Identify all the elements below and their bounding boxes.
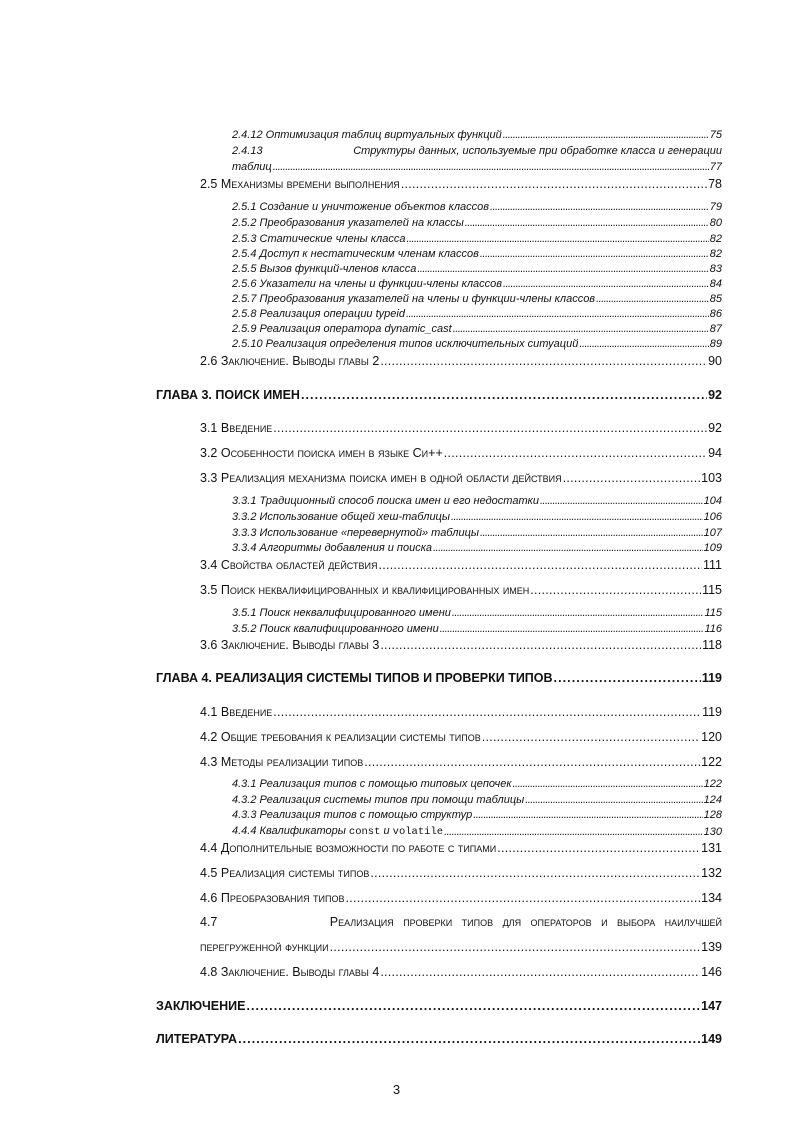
toc-entry-2-5-2: [232, 218, 722, 229]
toc-entry-3-3-2: [232, 512, 722, 523]
toc-entry-page: 115: [704, 607, 722, 619]
toc-entry-2-4-13: [232, 162, 722, 173]
toc-entry-page: 89: [709, 338, 722, 350]
toc-entry-page: 77: [709, 161, 722, 173]
toc-entry-page: 132: [701, 866, 722, 880]
toc-chapter-3: [156, 389, 722, 402]
toc-entry-title: 4.3.3 Реализация типов с помощью структур: [232, 809, 473, 821]
dot-leader: [330, 941, 701, 954]
dot-leader: [525, 795, 702, 806]
toc-entry-title: 2.4.12 Оптимизация таблиц виртуальных функций: [232, 129, 502, 141]
toc-entry-4-1: [200, 706, 722, 719]
toc-entry-page: 92: [708, 388, 722, 402]
toc-entry-2-5-8: [232, 309, 722, 320]
toc-entry-title: 4.2 Общие требования к реализации системы типов: [200, 730, 481, 744]
toc-entry-title: 3.3.4 Алгоритмы добавления и поиска: [232, 542, 433, 554]
toc-entry-page: 134: [701, 891, 722, 905]
dot-leader: [301, 389, 707, 402]
toc-entry-3-3-1: [232, 496, 722, 507]
dot-leader: [273, 422, 707, 435]
toc-entry-title: 2.5.4 Доступ к нестатическим членам классов: [232, 248, 479, 260]
toc-entry-4-7: [200, 941, 722, 954]
toc-entry-4-4: [200, 842, 722, 855]
toc-entry-page: 82: [709, 233, 722, 245]
dot-leader: [540, 496, 703, 507]
dot-leader: [238, 1033, 700, 1046]
toc-entry-page: 119: [701, 671, 722, 685]
toc-entry-title: 3.3.2 Использование общей хеш-таблицы: [232, 511, 450, 523]
toc-entry-page: 80: [709, 217, 722, 229]
toc-entry-title: 3.5 Поиск неквалифицированных и квалифицированных имен: [200, 583, 530, 597]
toc-entry-4-3-2: [232, 795, 722, 806]
toc-entry-page: 124: [703, 794, 722, 806]
dot-leader: [465, 218, 709, 229]
toc-entry-page: 82: [709, 248, 722, 260]
dot-leader: [417, 264, 708, 275]
dot-leader: [480, 249, 709, 260]
toc-entry-page: 79: [709, 201, 722, 213]
dot-leader: [364, 756, 700, 769]
toc-entry-4-3: [200, 756, 722, 769]
toc-entry-3-2: [200, 447, 722, 460]
toc-entry-title: 2.5.10 Реализация определения типов исключительных ситуаций: [232, 338, 579, 350]
toc-entry-2-5-10: [232, 339, 722, 350]
toc-entry-page: 116: [704, 623, 722, 635]
toc-entry-title: 2.5.1 Создание и уничтожение объектов классов: [232, 201, 490, 213]
toc-entry-page: 83: [709, 263, 722, 275]
dot-leader: [452, 608, 704, 619]
toc-entry-page: 75: [709, 129, 722, 141]
toc-entry-page: 149: [701, 1032, 722, 1046]
toc-entry-title: 3.5.1 Поиск неквалифицированного имени: [232, 607, 451, 619]
toc-entry-page: 94: [708, 446, 722, 460]
toc-literature: [156, 1033, 722, 1046]
dot-leader: [453, 324, 709, 335]
dot-leader: [433, 543, 703, 554]
toc-entry-3-3-4: [232, 543, 722, 554]
dot-leader: [444, 447, 707, 460]
toc-entry-4-2: [200, 731, 722, 744]
toc-entry-page: 130: [703, 825, 722, 838]
toc-entry-title: 4.4 Дополнительные возможности по работе с типами: [200, 841, 497, 855]
toc-entry-4-8: [200, 966, 722, 979]
toc-entry-title: 3.3 Реализация механизма поиска имен в одной области действия: [200, 471, 562, 485]
toc-entry-page: 139: [701, 940, 722, 954]
dot-leader: [490, 202, 709, 213]
toc-entry-title: 3.6 Заключение. Выводы главы 3: [200, 638, 380, 652]
toc-entry-page: 147: [701, 999, 722, 1013]
toc-entry-page: 131: [701, 841, 722, 855]
toc-entry-page: 107: [703, 527, 722, 539]
dot-leader: [503, 279, 709, 290]
toc-entry-title: 4.4.4 Квалификаторы const и volatile: [232, 825, 444, 838]
toc-entry-page: 92: [708, 421, 722, 435]
toc-entry-page: 84: [709, 278, 722, 290]
toc-entry-4-3-1: [232, 779, 722, 790]
toc-entry-3-1: [200, 422, 722, 435]
toc-entry-title: 4.3.2 Реализация системы типов при помощи таблицы: [232, 794, 525, 806]
toc-entry-title: перегруженной функции: [200, 940, 329, 954]
dot-leader: [473, 810, 702, 821]
toc-entry-4-6: [200, 892, 722, 905]
toc-entry-2-5-5: [232, 264, 722, 275]
toc-entry-page: 118: [702, 638, 722, 652]
toc-entry-title: 3.4 Свойства областей действия: [200, 558, 378, 572]
dot-leader: [406, 309, 709, 320]
toc-entry-title: 3.5.2 Поиск квалифицированного имени: [232, 623, 439, 635]
toc-entry-title: 3.1 Введение: [200, 421, 273, 435]
dot-leader: [563, 472, 701, 485]
dot-leader: [513, 779, 703, 790]
toc-entry-page: 115: [702, 583, 722, 597]
toc-entry-4-4-4: [232, 826, 722, 838]
dot-leader: [273, 162, 709, 173]
toc-entry-2-5-1: [232, 202, 722, 213]
toc-entry-2-5-7: [232, 294, 722, 305]
toc-entry-2-5-3: [232, 234, 722, 245]
dot-leader: [346, 892, 701, 905]
toc-entry-page: 119: [702, 705, 722, 719]
toc-entry-title: 4.1 Введение: [200, 705, 273, 719]
dot-leader: [497, 842, 700, 855]
toc-entry-page: 87: [709, 323, 722, 335]
toc-entry-2-5-9: [232, 324, 722, 335]
toc-entry-title: 2.5.2 Преобразования указателей на классы: [232, 217, 464, 229]
toc-entry-title: ЛИТЕРАТУРА: [156, 1032, 238, 1046]
dot-leader: [406, 234, 708, 245]
toc-entry-4-5: [200, 867, 722, 880]
dot-leader: [273, 706, 701, 719]
toc-entry-title: ЗАКЛЮЧЕНИЕ: [156, 999, 246, 1013]
dot-leader: [579, 339, 708, 350]
dot-leader: [246, 1000, 700, 1013]
toc-entry-4-3-3: [232, 810, 722, 821]
dot-leader: [451, 512, 703, 523]
toc-chapter-4: [156, 672, 722, 685]
dot-leader: [440, 624, 704, 635]
toc-entry-3-6: [200, 639, 722, 652]
toc-entry-3-3: [200, 472, 722, 485]
dot-leader: [380, 639, 701, 652]
dot-leader: [444, 827, 703, 838]
toc-entry-title: 3.3.3 Использование «перевернутой» таблицы: [232, 527, 479, 539]
toc-entry-page: 146: [701, 965, 722, 979]
toc-entry-title: 2.5.3 Статические члены класса: [232, 233, 406, 245]
toc-entry-title: 4.6 Преобразования типов: [200, 891, 345, 905]
toc-entry-title: 2.5.8 Реализация операции typeid: [232, 308, 405, 320]
toc-entry-page: 78: [708, 177, 722, 191]
toc-entry-3-4: [200, 559, 722, 572]
dot-leader: [596, 294, 709, 305]
toc-entry-2-5-4: [232, 249, 722, 260]
toc-entry-page: 122: [703, 778, 722, 790]
dot-leader: [401, 178, 707, 191]
toc-entry-title: 2.5.5 Вызов функций-членов класса: [232, 263, 417, 275]
toc-entry-page: 103: [701, 471, 722, 485]
toc-entry-4-7-line1: 4.7 Реализация проверки типов для операторов и выбора наилучшей: [200, 915, 722, 929]
toc-entry-title: 2.5.7 Преобразования указателей на члены и функции-члены классов: [232, 293, 596, 305]
dot-leader: [378, 559, 702, 572]
toc-entry-title: 2.6 Заключение. Выводы главы 2: [200, 354, 380, 368]
toc-entry-3-5-1: [232, 608, 722, 619]
toc-entry-page: 111: [702, 558, 722, 572]
dot-leader: [370, 867, 700, 880]
toc-entry-title: 3.2 Особенности поиска имен в языке Си++: [200, 446, 443, 460]
toc-entry-title: 4.5 Реализация системы типов: [200, 866, 370, 880]
toc-conclusion: [156, 1000, 722, 1013]
dot-leader: [480, 528, 703, 539]
toc-entry-page: 90: [708, 354, 722, 368]
toc-entry-title: 4.8 Заключение. Выводы главы 4: [200, 965, 380, 979]
toc-entry-2-4-13-line1: 2.4.13 Структуры данных, используемые при обработке класса и генерации: [232, 145, 722, 157]
toc-entry-title: 4.3.1 Реализация типов с помощью типовых цепочек: [232, 778, 512, 790]
toc-entry-page: 85: [709, 293, 722, 305]
dot-leader: [503, 130, 709, 141]
toc-entry-2-6: [200, 355, 722, 368]
toc-entry-2-4-12: [232, 130, 722, 141]
toc-entry-2-5-6: [232, 279, 722, 290]
dot-leader: [554, 672, 701, 685]
toc-entry-title: 2.5.6 Указатели на члены и функции-члены классов: [232, 278, 503, 290]
toc-entry-page: 120: [701, 730, 722, 744]
toc-entry-3-5-2: [232, 624, 722, 635]
dot-leader: [380, 355, 707, 368]
toc-entry-title: 4.3 Методы реализации типов: [200, 755, 364, 769]
toc-entry-title: ГЛАВА 3. ПОИСК ИМЕН: [156, 388, 300, 402]
toc-entry-page: 106: [703, 511, 722, 523]
toc-entry-title: 3.3.1 Традиционный способ поиска имен и его недостатки: [232, 495, 539, 507]
toc-entry-page: 128: [703, 809, 722, 821]
dot-leader: [380, 966, 700, 979]
toc-entry-page: 86: [709, 308, 722, 320]
toc-entry-3-5: [200, 584, 722, 597]
dot-leader: [530, 584, 701, 597]
toc-entry-page: 109: [703, 542, 722, 554]
toc-entry-page: 122: [701, 755, 722, 769]
page-number: 3: [392, 1082, 401, 1097]
dot-leader: [482, 731, 700, 744]
toc-entry-title: 2.5.9 Реализация оператора dynamic_cast: [232, 323, 452, 335]
toc-entry-2-5: [200, 178, 722, 191]
toc-entry-3-3-3: [232, 528, 722, 539]
toc-entry-title: таблиц: [232, 161, 272, 173]
toc-entry-title: ГЛАВА 4. РЕАЛИЗАЦИЯ СИСТЕМЫ ТИПОВ И ПРОВЕРКИ ТИПОВ: [156, 671, 553, 685]
toc-entry-title: 2.5 Механизмы времени выполнения: [200, 177, 400, 191]
toc-entry-page: 104: [703, 495, 722, 507]
